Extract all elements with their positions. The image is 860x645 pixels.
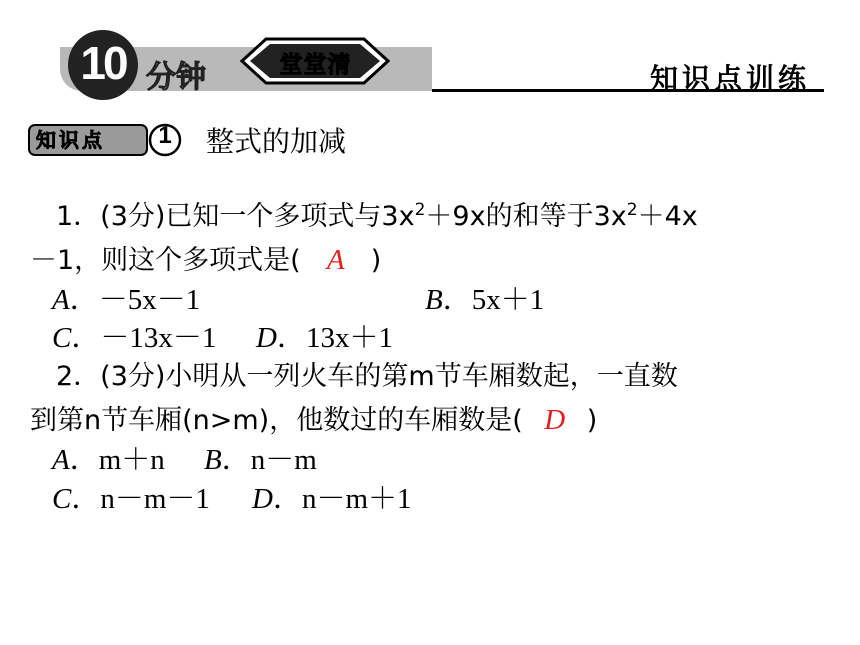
question-1-option-c: C．－13x－1 [52,322,217,354]
minutes-label: 分钟 [146,60,206,95]
badge-number: 10 [80,37,126,89]
question-2-line-2: 到第n节车厢(n>m)，他数过的车厢数是( D ) [30,404,598,436]
question-1-line-1: 1．(3分)已知一个多项式与$3x^2+9x$的和等于$3x^2+4x$ [56,200,698,232]
question-2-option-b: B．n－m [204,444,317,476]
question-2-option-a: A．m＋n [52,444,165,476]
knowledge-point-label: 知识点 [36,128,105,152]
question-1-option-d: D．13x＋1 [256,322,393,354]
knowledge-point-number: 1 [158,122,172,149]
question-2-option-d: D．n－m＋1 [252,483,412,515]
question-1-option-b: B．5x＋1 [425,284,545,316]
question-2-answer: D [544,404,566,436]
question-2-option-c: C．n－m－1 [52,483,210,515]
section-title: 知识点训练 [650,62,811,95]
question-1-line-2: －1，则这个多项式是( A ) [30,244,382,276]
question-1-option-a: A．－5x－1 [52,284,201,316]
banner-label: 堂堂清 [279,52,352,78]
question-2-line-1: 2．(3分)小明从一列火车的第m节车厢数起，一直数 [56,361,678,392]
question-1-answer: A [326,244,345,276]
knowledge-point-title: 整式的加减 [206,125,347,158]
